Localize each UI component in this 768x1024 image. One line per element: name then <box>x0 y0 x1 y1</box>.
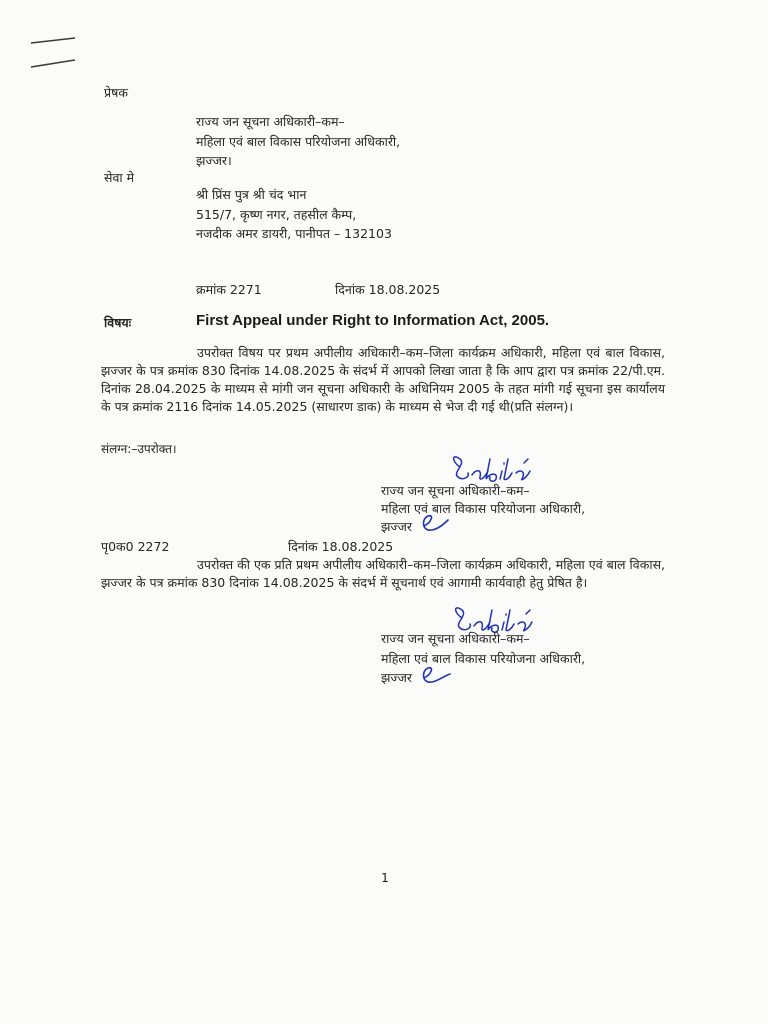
sender-label: प्रेषक <box>104 85 128 100</box>
recipient-line-1: श्री प्रिंस पुत्र श्री चंद भान <box>196 187 307 202</box>
initial-mark-1 <box>418 510 450 536</box>
signature-1-line-1: राज्य जन सूचना अधिकारी–कम– <box>381 483 530 498</box>
endorsement-text: की एक प्रति प्रथम अपीलीय अधिकारी–कम–जिला कार्यक्रम अधिकारी, महिला एवं बाल विकास, झज्जर के पत्र क्रमांक 830 दिनांक 14.08.2025 के संदर्भ में सूचनार्थ एवं आगामी कार्यवाही हेतु प्रेषित है। <box>101 557 665 590</box>
reference-number: क्रमांक 2271 <box>196 282 262 297</box>
recipient-line-3: नजदीक अमर डायरी, पानीपत – 132103 <box>196 226 392 241</box>
subject-label: विषयः <box>104 315 132 330</box>
signature-1-line-3: झज्जर <box>381 519 412 534</box>
page-number: 1 <box>381 870 389 885</box>
recipient-label: सेवा मे <box>104 170 135 185</box>
body-text: विषय पर प्रथम अपीलीय अधिकारी–कम–जिला कार्यक्रम अधिकारी, महिला एवं बाल विकास, झज्जर के पत्र क्रमांक 830 दिनांक 14.08.2025 के संदर्भ में आपको लिखा जाता है कि आप द्वारा पत्र क्रमांक 22/पी.एम. दिनांक 28.04.2025 के माध्यम से मांगी जन सूचना अधिकारी के अधिनियम 2005 के तहत मांगी गई सूचना इस कार्यालय के पत्र क्रमांक 2116 दिनांक 14.05.2025 (साधारण डाक) के माध्यम से भेज दी गई थी(प्रति संलग्न)। <box>101 345 665 414</box>
enclosure-note: संलग्न:–उपरोक्त। <box>101 442 177 456</box>
sender-line-1: राज्य जन सूचना अधिकारी–कम– <box>196 114 345 129</box>
signature-2-line-3: झज्जर <box>381 670 412 685</box>
recipient-line-2: 515/7, कृष्ण नगर, तहसील कैम्प, <box>196 207 357 222</box>
signature-2-line-2: महिला एवं बाल विकास परियोजना अधिकारी, <box>381 651 586 666</box>
body-lead: उपरोक्त <box>197 345 234 360</box>
signature-1-line-2: महिला एवं बाल विकास परियोजना अधिकारी, <box>381 501 586 516</box>
pen-marks <box>28 34 80 74</box>
endorsement-date: दिनांक 18.08.2025 <box>288 539 394 554</box>
endorsement-lead: उपरोक्त <box>197 557 234 572</box>
signature-2-line-1: राज्य जन सूचना अधिकारी–कम– <box>381 631 530 646</box>
reference-date: दिनांक 18.08.2025 <box>335 282 441 297</box>
body-paragraph <box>101 344 665 416</box>
sender-line-3: झज्जर। <box>196 153 232 168</box>
endorsement-paragraph <box>101 556 665 592</box>
subject-text: First Appeal under Right to Information Act, 2005. <box>196 312 550 329</box>
sender-line-2: महिला एवं बाल विकास परियोजना अधिकारी, <box>196 134 401 149</box>
initial-mark-2 <box>418 662 452 688</box>
endorsement-number: पृ0क0 2272 <box>101 539 170 554</box>
